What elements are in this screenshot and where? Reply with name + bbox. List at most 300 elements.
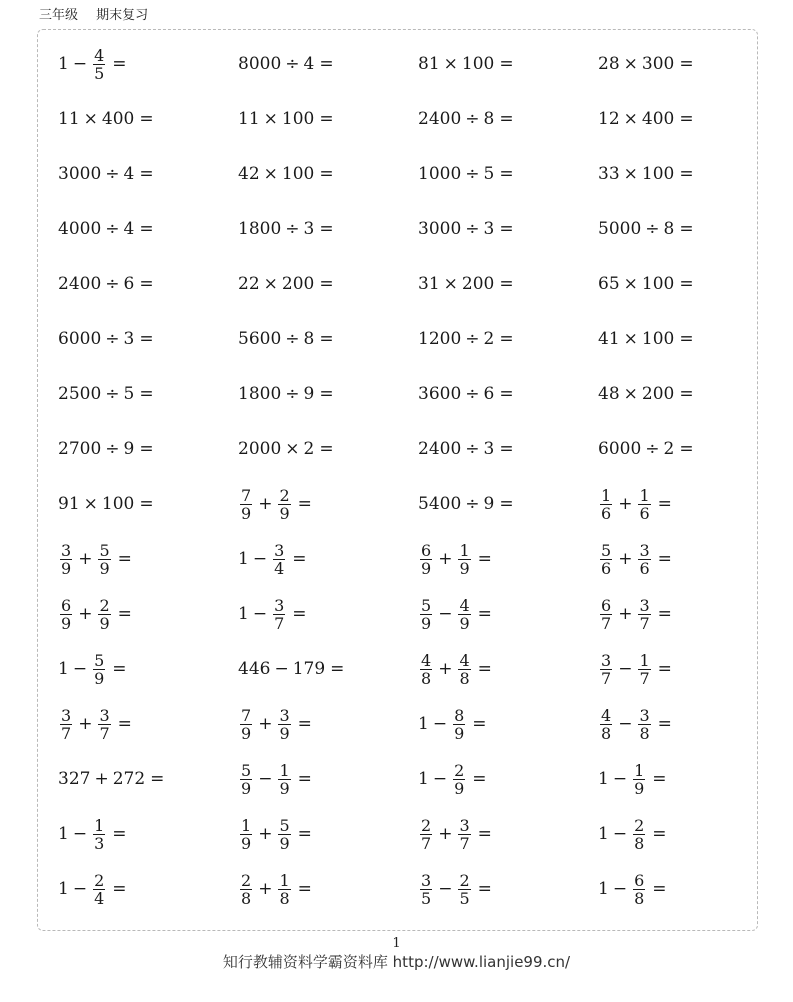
- numerator: 3: [639, 540, 650, 560]
- math-problem: [598, 372, 694, 416]
- math-problem: [418, 317, 514, 361]
- equals-sign: =: [472, 769, 487, 789]
- math-problem: [418, 97, 514, 141]
- number: 3000: [418, 219, 462, 239]
- fraction: [93, 817, 105, 852]
- numerator: 5: [601, 540, 612, 560]
- math-problem: [58, 592, 132, 636]
- number: 2700: [58, 439, 102, 459]
- math-problem: [238, 482, 312, 526]
- math-problem: [238, 702, 312, 746]
- number: 1: [58, 659, 69, 679]
- math-problem: [598, 757, 667, 801]
- denominator: 7: [421, 833, 432, 853]
- operator: +: [78, 549, 93, 569]
- equals-sign: =: [150, 769, 165, 789]
- denominator: 8: [241, 888, 252, 908]
- equals-sign: =: [499, 494, 514, 514]
- math-problem: [418, 592, 492, 636]
- fraction: [638, 707, 650, 742]
- math-problem: [598, 317, 694, 361]
- fraction: [278, 762, 290, 797]
- equals-sign: =: [319, 439, 334, 459]
- fraction: [453, 762, 465, 797]
- number: 8: [663, 219, 675, 239]
- math-problem: [598, 482, 672, 526]
- operator: −: [612, 879, 628, 899]
- number: 28: [598, 54, 620, 74]
- equals-sign: =: [679, 109, 694, 129]
- fraction: [458, 597, 470, 632]
- equals-sign: =: [499, 274, 514, 294]
- fraction: [98, 707, 110, 742]
- fraction: [638, 652, 650, 687]
- numerator: 2: [241, 870, 252, 890]
- numerator: 6: [421, 540, 432, 560]
- numerator: 3: [639, 595, 650, 615]
- fraction: [93, 652, 105, 687]
- math-problem: [418, 482, 514, 526]
- number: 1: [238, 604, 249, 624]
- numerator: 2: [634, 815, 645, 835]
- math-problem: [58, 42, 127, 86]
- numerator: 3: [61, 705, 72, 725]
- denominator: 9: [99, 558, 110, 578]
- number: 33: [598, 164, 620, 184]
- operator: ×: [623, 109, 638, 129]
- number: 3: [483, 219, 495, 239]
- math-problem: [58, 757, 164, 801]
- denominator: 8: [601, 723, 612, 743]
- math-problem: [58, 812, 127, 856]
- equals-sign: =: [657, 659, 672, 679]
- operator: −: [72, 824, 88, 844]
- equals-sign: =: [112, 879, 127, 899]
- fraction: [273, 597, 285, 632]
- math-problem: [598, 262, 694, 306]
- denominator: 7: [459, 833, 470, 853]
- numerator: 3: [274, 540, 285, 560]
- math-problem: [418, 702, 487, 746]
- equals-sign: =: [330, 659, 345, 679]
- number: 1: [58, 54, 69, 74]
- numerator: 1: [279, 760, 290, 780]
- equals-sign: =: [112, 824, 127, 844]
- numerator: 1: [94, 815, 105, 835]
- equals-sign: =: [139, 439, 154, 459]
- math-problem: [418, 537, 492, 581]
- operator: ×: [623, 329, 638, 349]
- equals-sign: =: [472, 714, 487, 734]
- document-title: 期末复习: [96, 8, 149, 23]
- math-problem: [598, 647, 672, 691]
- equals-sign: =: [499, 54, 514, 74]
- operator: +: [618, 604, 633, 624]
- denominator: 9: [241, 723, 252, 743]
- fraction: [638, 487, 650, 522]
- number: 2400: [418, 109, 462, 129]
- operator: −: [72, 879, 88, 899]
- numerator: 6: [61, 595, 72, 615]
- numerator: 4: [459, 650, 470, 670]
- equals-sign: =: [657, 494, 672, 514]
- numerator: 3: [99, 705, 110, 725]
- denominator: 8: [634, 888, 645, 908]
- number: 200: [461, 274, 495, 294]
- operator: ×: [83, 494, 98, 514]
- denominator: 8: [459, 668, 470, 688]
- number: 1: [58, 824, 69, 844]
- operator: ÷: [285, 54, 300, 74]
- math-problem: [58, 372, 154, 416]
- fraction: [420, 542, 432, 577]
- number: 100: [281, 109, 315, 129]
- numerator: 4: [94, 45, 105, 65]
- number: 100: [281, 164, 315, 184]
- operator: ÷: [285, 329, 300, 349]
- operator: +: [438, 659, 453, 679]
- denominator: 9: [61, 613, 72, 633]
- number: 31: [418, 274, 440, 294]
- number: 100: [641, 274, 675, 294]
- number: 1: [58, 879, 69, 899]
- denominator: 9: [279, 503, 290, 523]
- number: 4: [123, 164, 135, 184]
- numerator: 1: [639, 650, 650, 670]
- number: 5000: [598, 219, 642, 239]
- equals-sign: =: [657, 549, 672, 569]
- number: 9: [123, 439, 135, 459]
- number: 100: [641, 164, 675, 184]
- operator: +: [94, 769, 109, 789]
- numerator: 5: [421, 595, 432, 615]
- math-problem: [58, 537, 132, 581]
- fraction: [420, 597, 432, 632]
- numerator: 2: [454, 760, 465, 780]
- denominator: 4: [274, 558, 285, 578]
- number: 4: [123, 219, 135, 239]
- denominator: 9: [94, 668, 105, 688]
- operator: ÷: [285, 384, 300, 404]
- number: 41: [598, 329, 620, 349]
- operator: −: [618, 714, 633, 734]
- numerator: 8: [454, 705, 465, 725]
- number: 272: [112, 769, 146, 789]
- number: 5: [483, 164, 495, 184]
- fraction: [278, 817, 290, 852]
- number: 2400: [418, 439, 462, 459]
- equals-sign: =: [117, 549, 132, 569]
- operator: ×: [443, 54, 458, 74]
- operator: −: [438, 879, 453, 899]
- denominator: 7: [274, 613, 285, 633]
- number: 4: [303, 54, 315, 74]
- denominator: 9: [454, 723, 465, 743]
- numerator: 3: [61, 540, 72, 560]
- numerator: 3: [279, 705, 290, 725]
- equals-sign: =: [477, 659, 492, 679]
- math-problem: [238, 427, 334, 471]
- denominator: 9: [241, 778, 252, 798]
- fraction: [240, 762, 252, 797]
- denominator: 9: [634, 778, 645, 798]
- numerator: 1: [634, 760, 645, 780]
- number: 2500: [58, 384, 102, 404]
- operator: +: [78, 714, 93, 734]
- number: 1: [598, 769, 609, 789]
- denominator: 9: [421, 558, 432, 578]
- number: 3: [483, 439, 495, 459]
- denominator: 5: [421, 888, 432, 908]
- fraction: [420, 872, 432, 907]
- math-problem: [238, 867, 312, 911]
- equals-sign: =: [297, 824, 312, 844]
- number: 100: [461, 54, 495, 74]
- equals-sign: =: [319, 164, 334, 184]
- number: 4000: [58, 219, 102, 239]
- equals-sign: =: [679, 219, 694, 239]
- equals-sign: =: [652, 769, 667, 789]
- numerator: 2: [279, 485, 290, 505]
- operator: −: [258, 769, 273, 789]
- fraction: [278, 872, 290, 907]
- number: 6: [483, 384, 495, 404]
- equals-sign: =: [319, 54, 334, 74]
- number: 6: [123, 274, 135, 294]
- fraction: [240, 872, 252, 907]
- equals-sign: =: [139, 494, 154, 514]
- number: 179: [292, 659, 326, 679]
- operator: ×: [623, 274, 638, 294]
- operator: −: [274, 659, 289, 679]
- math-problem: [58, 647, 127, 691]
- fraction: [420, 817, 432, 852]
- fraction: [240, 487, 252, 522]
- equals-sign: =: [112, 54, 127, 74]
- operator: ÷: [465, 219, 480, 239]
- operator: +: [258, 879, 273, 899]
- operator: ÷: [285, 219, 300, 239]
- operator: ÷: [465, 384, 480, 404]
- equals-sign: =: [652, 824, 667, 844]
- numerator: 1: [639, 485, 650, 505]
- number: 48: [598, 384, 620, 404]
- number: 9: [303, 384, 315, 404]
- number: 8000: [238, 54, 282, 74]
- number: 200: [281, 274, 315, 294]
- math-problem: [598, 97, 694, 141]
- denominator: 6: [639, 503, 650, 523]
- math-problem: [58, 867, 127, 911]
- equals-sign: =: [139, 164, 154, 184]
- fraction: [600, 652, 612, 687]
- fraction: [458, 652, 470, 687]
- math-problem: [598, 207, 694, 251]
- operator: +: [618, 549, 633, 569]
- fraction: [600, 707, 612, 742]
- number: 9: [483, 494, 495, 514]
- number: 8: [303, 329, 315, 349]
- operator: ÷: [645, 219, 660, 239]
- operator: ÷: [465, 439, 480, 459]
- math-problem: [598, 152, 694, 196]
- math-problem: [58, 427, 154, 471]
- equals-sign: =: [319, 219, 334, 239]
- equals-sign: =: [297, 714, 312, 734]
- fraction: [600, 487, 612, 522]
- number: 11: [238, 109, 260, 129]
- denominator: 9: [459, 613, 470, 633]
- numerator: 7: [241, 485, 252, 505]
- fraction: [600, 597, 612, 632]
- number: 1: [238, 549, 249, 569]
- number: 2400: [58, 274, 102, 294]
- math-problem: [418, 262, 514, 306]
- number: 1: [418, 714, 429, 734]
- equals-sign: =: [679, 54, 694, 74]
- denominator: 7: [99, 723, 110, 743]
- equals-sign: =: [652, 879, 667, 899]
- denominator: 9: [241, 503, 252, 523]
- equals-sign: =: [499, 109, 514, 129]
- equals-sign: =: [499, 384, 514, 404]
- number: 5600: [238, 329, 282, 349]
- numerator: 1: [601, 485, 612, 505]
- operator: −: [72, 54, 88, 74]
- math-problem: [598, 702, 672, 746]
- equals-sign: =: [679, 384, 694, 404]
- operator: ×: [623, 164, 638, 184]
- operator: +: [78, 604, 93, 624]
- number: 1800: [238, 384, 282, 404]
- number: 400: [641, 109, 675, 129]
- numerator: 4: [459, 595, 470, 615]
- numerator: 3: [274, 595, 285, 615]
- fraction: [633, 762, 645, 797]
- equals-sign: =: [297, 879, 312, 899]
- numerator: 3: [601, 650, 612, 670]
- denominator: 9: [279, 778, 290, 798]
- number: 6000: [598, 439, 642, 459]
- fraction: [600, 542, 612, 577]
- math-problem: [238, 42, 334, 86]
- numerator: 2: [421, 815, 432, 835]
- math-problem: [418, 867, 492, 911]
- denominator: 8: [421, 668, 432, 688]
- number: 1800: [238, 219, 282, 239]
- math-problem: [418, 372, 514, 416]
- equals-sign: =: [112, 659, 127, 679]
- operator: ×: [623, 384, 638, 404]
- operator: ÷: [465, 109, 480, 129]
- number: 200: [641, 384, 675, 404]
- operator: −: [618, 659, 633, 679]
- grade-label: 三年级: [39, 8, 79, 23]
- denominator: 7: [639, 668, 650, 688]
- equals-sign: =: [477, 879, 492, 899]
- numerator: 5: [99, 540, 110, 560]
- math-problem: [238, 207, 334, 251]
- math-problem: [598, 592, 672, 636]
- denominator: 6: [639, 558, 650, 578]
- equals-sign: =: [477, 549, 492, 569]
- number: 81: [418, 54, 440, 74]
- number: 3600: [418, 384, 462, 404]
- fraction: [60, 707, 72, 742]
- equals-sign: =: [292, 604, 307, 624]
- fraction: [93, 47, 105, 82]
- numerator: 2: [94, 870, 105, 890]
- equals-sign: =: [679, 274, 694, 294]
- operator: −: [252, 549, 268, 569]
- math-problem: [58, 317, 154, 361]
- number: 91: [58, 494, 80, 514]
- equals-sign: =: [139, 219, 154, 239]
- operator: −: [252, 604, 268, 624]
- operator: ×: [623, 54, 638, 74]
- numerator: 2: [459, 870, 470, 890]
- fraction: [240, 817, 252, 852]
- operator: ×: [83, 109, 98, 129]
- operator: ×: [263, 164, 278, 184]
- numerator: 5: [279, 815, 290, 835]
- math-problem: [418, 427, 514, 471]
- denominator: 8: [279, 888, 290, 908]
- math-problem: [58, 152, 154, 196]
- number: 3: [123, 329, 135, 349]
- denominator: 9: [454, 778, 465, 798]
- equals-sign: =: [499, 219, 514, 239]
- equals-sign: =: [679, 164, 694, 184]
- number: 327: [58, 769, 91, 789]
- numerator: 5: [241, 760, 252, 780]
- fraction: [98, 597, 110, 632]
- number: 300: [641, 54, 675, 74]
- equals-sign: =: [117, 714, 132, 734]
- number: 22: [238, 274, 260, 294]
- fraction: [458, 542, 470, 577]
- number: 12: [598, 109, 620, 129]
- operator: −: [72, 659, 88, 679]
- numerator: 5: [94, 650, 105, 670]
- denominator: 9: [421, 613, 432, 633]
- denominator: 6: [601, 503, 612, 523]
- denominator: 3: [94, 833, 105, 853]
- math-problem: [238, 152, 334, 196]
- operator: +: [438, 549, 453, 569]
- math-problem: [598, 867, 667, 911]
- operator: ÷: [465, 164, 480, 184]
- number: 65: [598, 274, 620, 294]
- math-problem: [238, 812, 312, 856]
- equals-sign: =: [477, 604, 492, 624]
- equals-sign: =: [679, 329, 694, 349]
- equals-sign: =: [297, 769, 312, 789]
- denominator: 4: [94, 888, 105, 908]
- math-problem: [238, 317, 334, 361]
- fraction: [60, 597, 72, 632]
- operator: −: [432, 714, 448, 734]
- operator: +: [258, 824, 273, 844]
- operator: ÷: [465, 494, 480, 514]
- equals-sign: =: [657, 604, 672, 624]
- denominator: 7: [601, 613, 612, 633]
- fraction: [458, 817, 470, 852]
- equals-sign: =: [657, 714, 672, 734]
- numerator: 1: [241, 815, 252, 835]
- number: 8: [483, 109, 495, 129]
- operator: +: [258, 494, 273, 514]
